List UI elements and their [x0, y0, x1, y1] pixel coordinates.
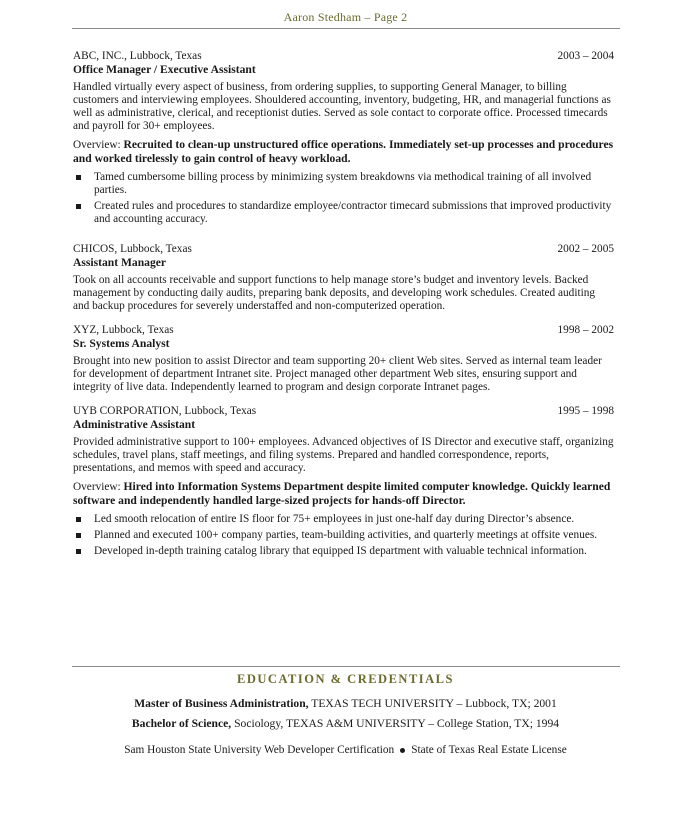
- job-title: Sr. Systems Analyst: [73, 337, 170, 350]
- achievement-list: [73, 513, 614, 558]
- degree-name: Master of Business Administration,: [134, 697, 309, 710]
- job-header: [73, 50, 614, 63]
- education-heading: EDUCATION & CREDENTIALS: [237, 672, 454, 686]
- job-company: CHICOS, Lubbock, Texas: [73, 243, 192, 255]
- certification-item: Sam Houston State University Web Developer Certification: [124, 744, 395, 756]
- job-overview: [73, 480, 614, 508]
- education-divider: [72, 666, 620, 667]
- job-company: ABC, INC., Lubbock, Texas: [73, 50, 202, 62]
- job-overview: [73, 138, 614, 166]
- overview-label: Overview:: [73, 139, 121, 151]
- job-description: Handled virtually every aspect of business, from ordering supplies, to supporting General Manager, to billing customers and interviewing employees. Shouldered accounting, inventory, budgeting, HR, and managerial functions as well as administrative, clerical, and receptionist duties. Served as sole contact to corporate office. Processed timecards and payroll for 30+ employees.: [73, 81, 611, 132]
- achievement-item: Planned and executed 100+ company parties, team-building activities, and quarterly meetings at offsite venues.: [73, 529, 614, 542]
- job-company: XYZ, Lubbock, Texas: [73, 324, 174, 336]
- certifications: [0, 744, 691, 756]
- job-header: [73, 405, 614, 418]
- job-entry: [73, 243, 614, 313]
- achievement-list: [73, 171, 614, 226]
- job-title: Administrative Assistant: [73, 418, 196, 431]
- achievement-item: Led smooth relocation of entire IS floor for 75+ employees in just one-half day during Director’s absence.: [73, 513, 614, 526]
- running-head: Aaron Stedham – Page 2: [283, 10, 408, 24]
- achievement-item: Created rules and procedures to standardize employee/contractor timecard submissions that improved productivity and accounting accuracy.: [73, 200, 614, 226]
- degree-name: Bachelor of Science,: [131, 717, 232, 730]
- overview-text: Recruited to clean-up unstructured office operations. Immediately set-up processes and procedures and worked tirelessly to gain control of heavy workload.: [73, 138, 614, 165]
- job-description: Brought into new position to assist Director and team supporting 20+ client Web sites. Served as internal team leader for development of department Intranet site. Project managed other department Web sites, ensuring support and integrity of live data. Independently learned to program and design corporate Intranet pages.: [73, 355, 602, 393]
- achievement-item: Developed in-depth training catalog library that equipped IS department with valuable technical information.: [73, 545, 614, 558]
- overview-label: Overview:: [73, 481, 121, 493]
- certification-item: State of Texas Real Estate License: [411, 744, 567, 756]
- job-description: Provided administrative support to 100+ employees. Advanced objectives of IS Director and executive staff, organizing schedules, travel plans, staff meetings, and filing systems. Prepared and handled correspondence, reports, presentations, and memos with speed and accuracy.: [73, 436, 614, 474]
- degree-details: Sociology, TEXAS A&M UNIVERSITY – College Station, TX; 1994: [231, 717, 560, 730]
- job-company: UYB CORPORATION, Lubbock, Texas: [73, 405, 257, 417]
- experience-section: [73, 50, 614, 561]
- job-entry: [73, 50, 614, 226]
- header-divider: [72, 28, 620, 29]
- job-dates: 2002 – 2005: [557, 243, 614, 255]
- degree-entry: [0, 697, 691, 710]
- job-description: Took on all accounts receivable and support functions to help manage store’s budget and inventory levels. Backed management by conducting daily audits, preparing bank deposits, and developing work schedules. Created auditing and backup procedures for severely understaffed and non-computerized operation.: [73, 274, 596, 312]
- degree-entry: [0, 717, 691, 730]
- job-dates: 1998 – 2002: [557, 324, 614, 336]
- job-dates: 1995 – 1998: [557, 405, 614, 417]
- job-dates: 2003 – 2004: [557, 50, 614, 62]
- achievement-item: Tamed cumbersome billing process by minimizing system breakdowns via methodical training of all involved parties.: [73, 171, 614, 197]
- job-entry: [73, 324, 614, 394]
- bullet-separator: [400, 748, 405, 753]
- job-header: [73, 324, 614, 337]
- job-entry: [73, 405, 614, 558]
- overview-text: Hired into Information Systems Department despite limited computer knowledge. Quickly learned software and independently handled large-sized projects for hands-off Director.: [73, 480, 611, 507]
- degree-details: TEXAS TECH UNIVERSITY – Lubbock, TX; 2001: [308, 697, 557, 710]
- job-header: [73, 243, 614, 256]
- job-title: Assistant Manager: [73, 256, 167, 269]
- job-title: Office Manager / Executive Assistant: [73, 63, 256, 76]
